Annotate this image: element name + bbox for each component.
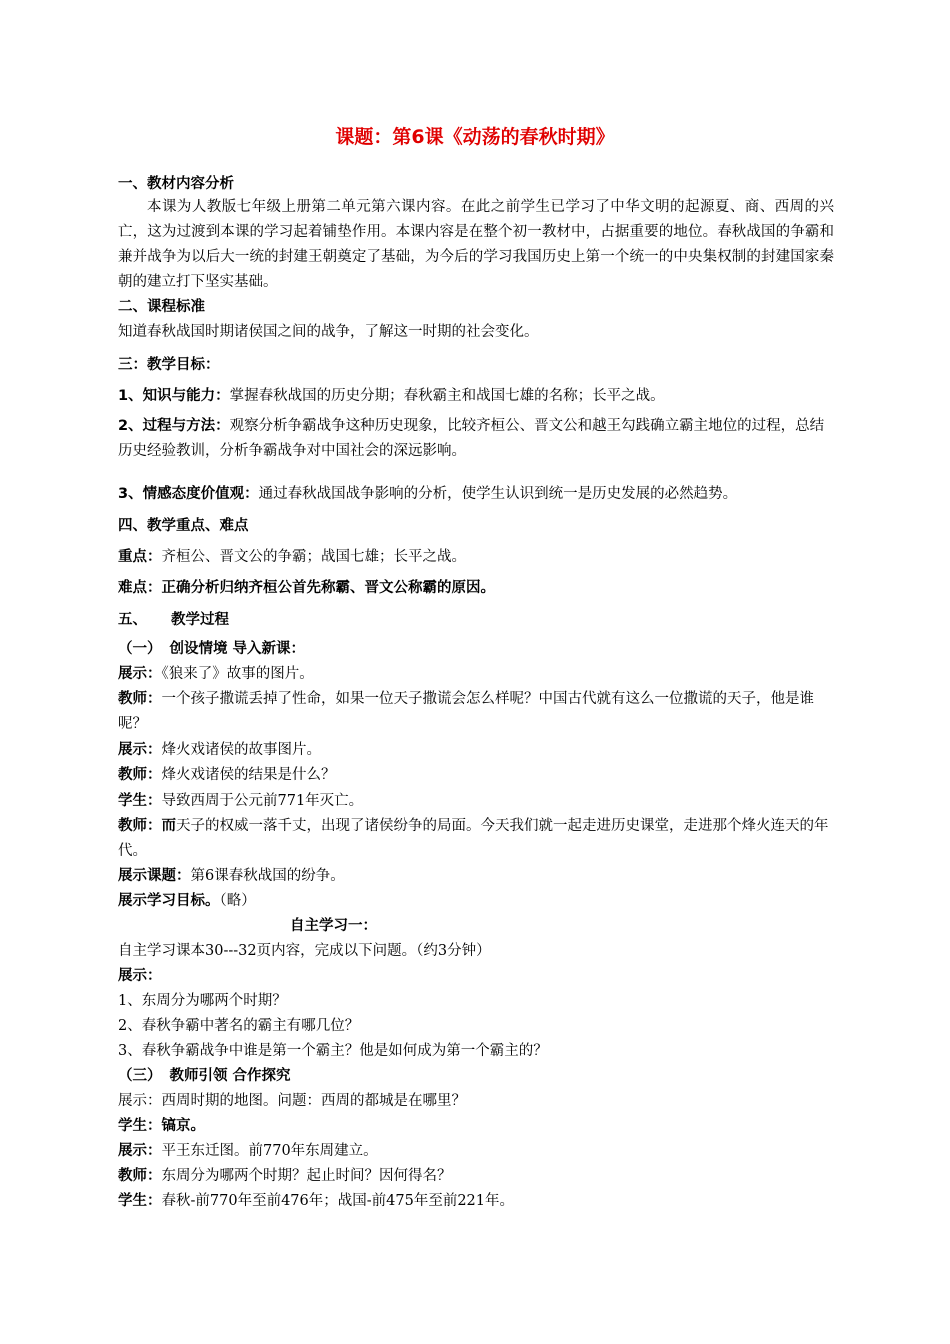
key-point-line: [118, 547, 466, 567]
line-text: （略）: [219, 893, 256, 909]
line-label: 学生：: [118, 793, 162, 809]
line-text: 一个孩子撒谎丢掉了性命，如果一位天子撒谎会怎么样呢？中国古代就有这么一位撒谎的天子，他是谁呢？: [118, 691, 814, 732]
show-migration-line: [118, 1141, 378, 1161]
self-study-text: 自主学习课本30---32页内容，完成以下问题。（约3分钟）: [118, 943, 491, 959]
teacher-beacon-line: [118, 765, 336, 785]
key-point-label: 重点：: [118, 549, 162, 565]
goal-knowledge-text: 掌握春秋战国的历史分期；春秋霸主和战国七雄的名称；长平之战。: [229, 388, 665, 404]
show-beacon-line: [118, 740, 321, 760]
line-label: 展示：: [118, 742, 162, 758]
student-capital-line: 学生：镐京。: [118, 1118, 205, 1134]
show-topic-line: [118, 866, 345, 886]
goal-knowledge-label: 1、知识与能力：: [118, 388, 230, 404]
teaching-process-title: 教学过程: [171, 612, 229, 628]
self-study-title: 自主学习一：: [290, 918, 377, 934]
line-label: 教师：而: [118, 818, 176, 834]
page-title: 课题：第6课《动荡的春秋时期》: [335, 126, 615, 148]
show-label: 展示：: [118, 968, 162, 984]
line-text: 春秋-前770年至前476年；战国-前475年至前221年。: [161, 1193, 515, 1209]
teacher-period-line: [118, 1166, 452, 1186]
show-wolf-line: [118, 664, 314, 684]
student-period-line: [118, 1191, 514, 1211]
goal-process-block: [118, 414, 834, 464]
section-heading-teaching-goals: 三：教学目标：: [118, 357, 220, 373]
goal-knowledge-line: [118, 386, 665, 406]
question-3: 3、春秋争霸战争中谁是第一个霸主？他是如何成为第一个霸主的？: [118, 1043, 548, 1059]
difficult-point-line: [118, 578, 495, 598]
show-map-line: 展示：西周时期的地图。问题：西周的都城是在哪里？: [118, 1093, 466, 1109]
question-2: 2、春秋争霸中著名的霸主有哪几位？: [118, 1018, 360, 1034]
part-one-title: 创设情境 导入新课：: [169, 641, 306, 657]
line-text: 烽火戏诸侯的结果是什么？: [161, 767, 336, 783]
question-1: 1、东周分为哪两个时期？: [118, 993, 287, 1009]
line-label: 展示：: [118, 666, 162, 682]
section-heading-key-points: 四、教学重点、难点: [118, 518, 249, 534]
goal-emotion-line: [118, 484, 737, 504]
goal-emotion-text: 通过春秋战国战争影响的分析，使学生认识到统一是历史发展的必然趋势。: [258, 486, 738, 502]
line-label: 教师：: [118, 767, 162, 783]
difficult-point-text: 正确分析归纳齐桓公首先称霸、晋文公称霸的原因。: [161, 580, 495, 596]
part-three-heading: [118, 1066, 291, 1086]
line-text: 东周分为哪两个时期？起止时间？因何得名？: [161, 1168, 452, 1184]
material-analysis-paragraph: 本课为人教版七年级上册第二单元第六课内容。在此之前学生已学习了中华文明的起源夏、商、西周的兴亡，这为过渡到本课的学习起着铺垫作用。本课内容是在整个初一教材中，占据重要的地位。春秋战国的争霸和兼并战争为以后大一统的封建王朝奠定了基础，为今后的学习我国历史上第一个统一的中央集权制的封建国家秦朝的建立打下坚实基础。: [118, 199, 834, 290]
section-heading-material-analysis: 一、教材内容分析: [118, 176, 234, 192]
show-goals-line: [118, 891, 256, 911]
curriculum-standard-text: 知道春秋战国时期诸侯国之间的战争，了解这一时期的社会变化。: [118, 324, 539, 340]
goal-process-text: 观察分析争霸战争这种历史现象，比较齐桓公、晋文公和越王勾践确立霸主地位的过程，总结历史经验教训，分析争霸战争对中国社会的深远影响。: [118, 418, 825, 459]
part-three-title: 教师引领 合作探究: [169, 1068, 291, 1084]
section-heading-teaching-process: [118, 610, 229, 630]
line-text: 平王东迁图。前770年东周建立。: [161, 1143, 378, 1159]
goal-process-label: 2、过程与方法：: [118, 418, 230, 434]
line-label: 教师：: [118, 691, 162, 707]
line-text: 第6课春秋战国的纷争。: [190, 868, 345, 884]
line-label: 展示：: [118, 1143, 162, 1159]
teaching-process-number: 五、: [118, 612, 147, 628]
section-heading-curriculum-standard: 二、课程标准: [118, 299, 205, 315]
key-point-text: 齐桓公、晋文公的争霸；战国七雄；长平之战。: [161, 549, 466, 565]
part-one-number: （一）: [118, 641, 162, 657]
line-text: 《狼来了》故事的图片。: [161, 666, 314, 682]
line-label: 教师：: [118, 1168, 162, 1184]
teacher-intro-block: [118, 814, 834, 864]
line-label: 展示学习目标。: [118, 893, 220, 909]
part-three-number: （三）: [118, 1068, 162, 1084]
line-label: 学生：: [118, 1193, 162, 1209]
line-label: 展示课题：: [118, 868, 191, 884]
part-one-heading: [118, 639, 305, 659]
line-text: 导致西周于公元前771年灭亡。: [161, 793, 364, 809]
goal-emotion-label: 3、情感态度价值观：: [118, 486, 259, 502]
student-answer-line: [118, 791, 363, 811]
difficult-point-label: 难点：: [118, 580, 162, 596]
line-text: 天子的权威一落千丈，出现了诸侯纷争的局面。今天我们就一起走进历史课堂，走进那个烽火连天的年代。: [118, 818, 829, 859]
teacher-question-block: [118, 687, 834, 737]
line-text: 烽火戏诸侯的故事图片。: [161, 742, 321, 758]
